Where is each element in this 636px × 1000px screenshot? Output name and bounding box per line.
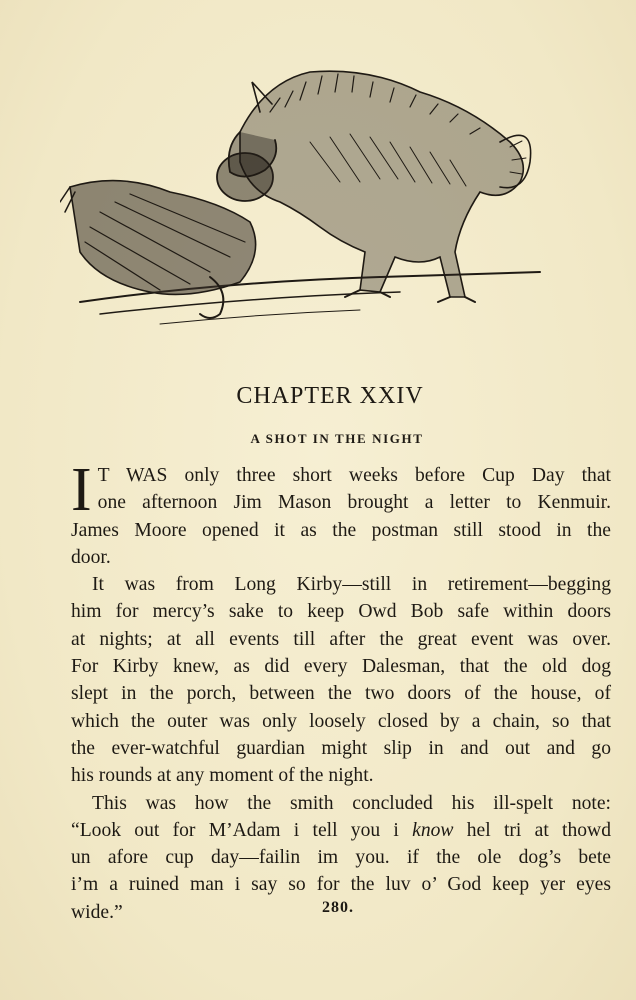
text-line: For Kirby knew, as did every Dalesman, that the old dog <box>71 656 611 678</box>
chapter-subtitle: A SHOT IN THE NIGHT <box>250 431 424 446</box>
text-line: James Moore opened it as the postman still stood in the <box>71 519 611 541</box>
text-line: slept in the porch, between the two doors of the house, of <box>71 683 611 705</box>
chapter-title: CHAPTER XXIV <box>236 383 424 409</box>
text-line: un afore cup day—failin im you. if the ole dog’s bete <box>71 847 611 869</box>
text-line: him for mercy’s sake to keep Owd Bob safe within doors <box>71 601 611 623</box>
quote-end: hel tri at thowd <box>453 819 612 841</box>
drop-cap: I <box>71 456 92 524</box>
text-line: i’m a ruined man i say so for the luv o’ God keep yer eyes <box>71 874 611 896</box>
text-line: which the outer was only loosely closed by a chain, so that <box>71 710 611 732</box>
text-line: This was how the smith concluded his ill-spelt note: <box>92 792 611 814</box>
text-line: It was from Long Kirby—still in retirement—begging <box>92 574 611 596</box>
text-line: one afternoon Jim Mason brought a letter to Kenmuir. <box>97 492 611 514</box>
body-text <box>71 456 612 926</box>
text-line <box>71 817 611 844</box>
text-line: wide.” <box>71 901 123 923</box>
dog-pinning-man-illustration <box>60 52 550 337</box>
text-line: T WAS only three short weeks before Cup Day that <box>97 465 611 486</box>
text-line: at nights; at all events till after the great event was over. <box>71 628 611 650</box>
quote-start: “Look out for M’Adam i tell you i <box>71 819 413 841</box>
text-line: his rounds at any moment of the night. <box>71 765 374 787</box>
text-line: door. <box>71 546 111 568</box>
page-number: 280. <box>322 899 354 916</box>
emphasis-word: know <box>412 819 454 841</box>
text-line: the ever-watchful guardian might slip in and out and go <box>71 737 611 759</box>
